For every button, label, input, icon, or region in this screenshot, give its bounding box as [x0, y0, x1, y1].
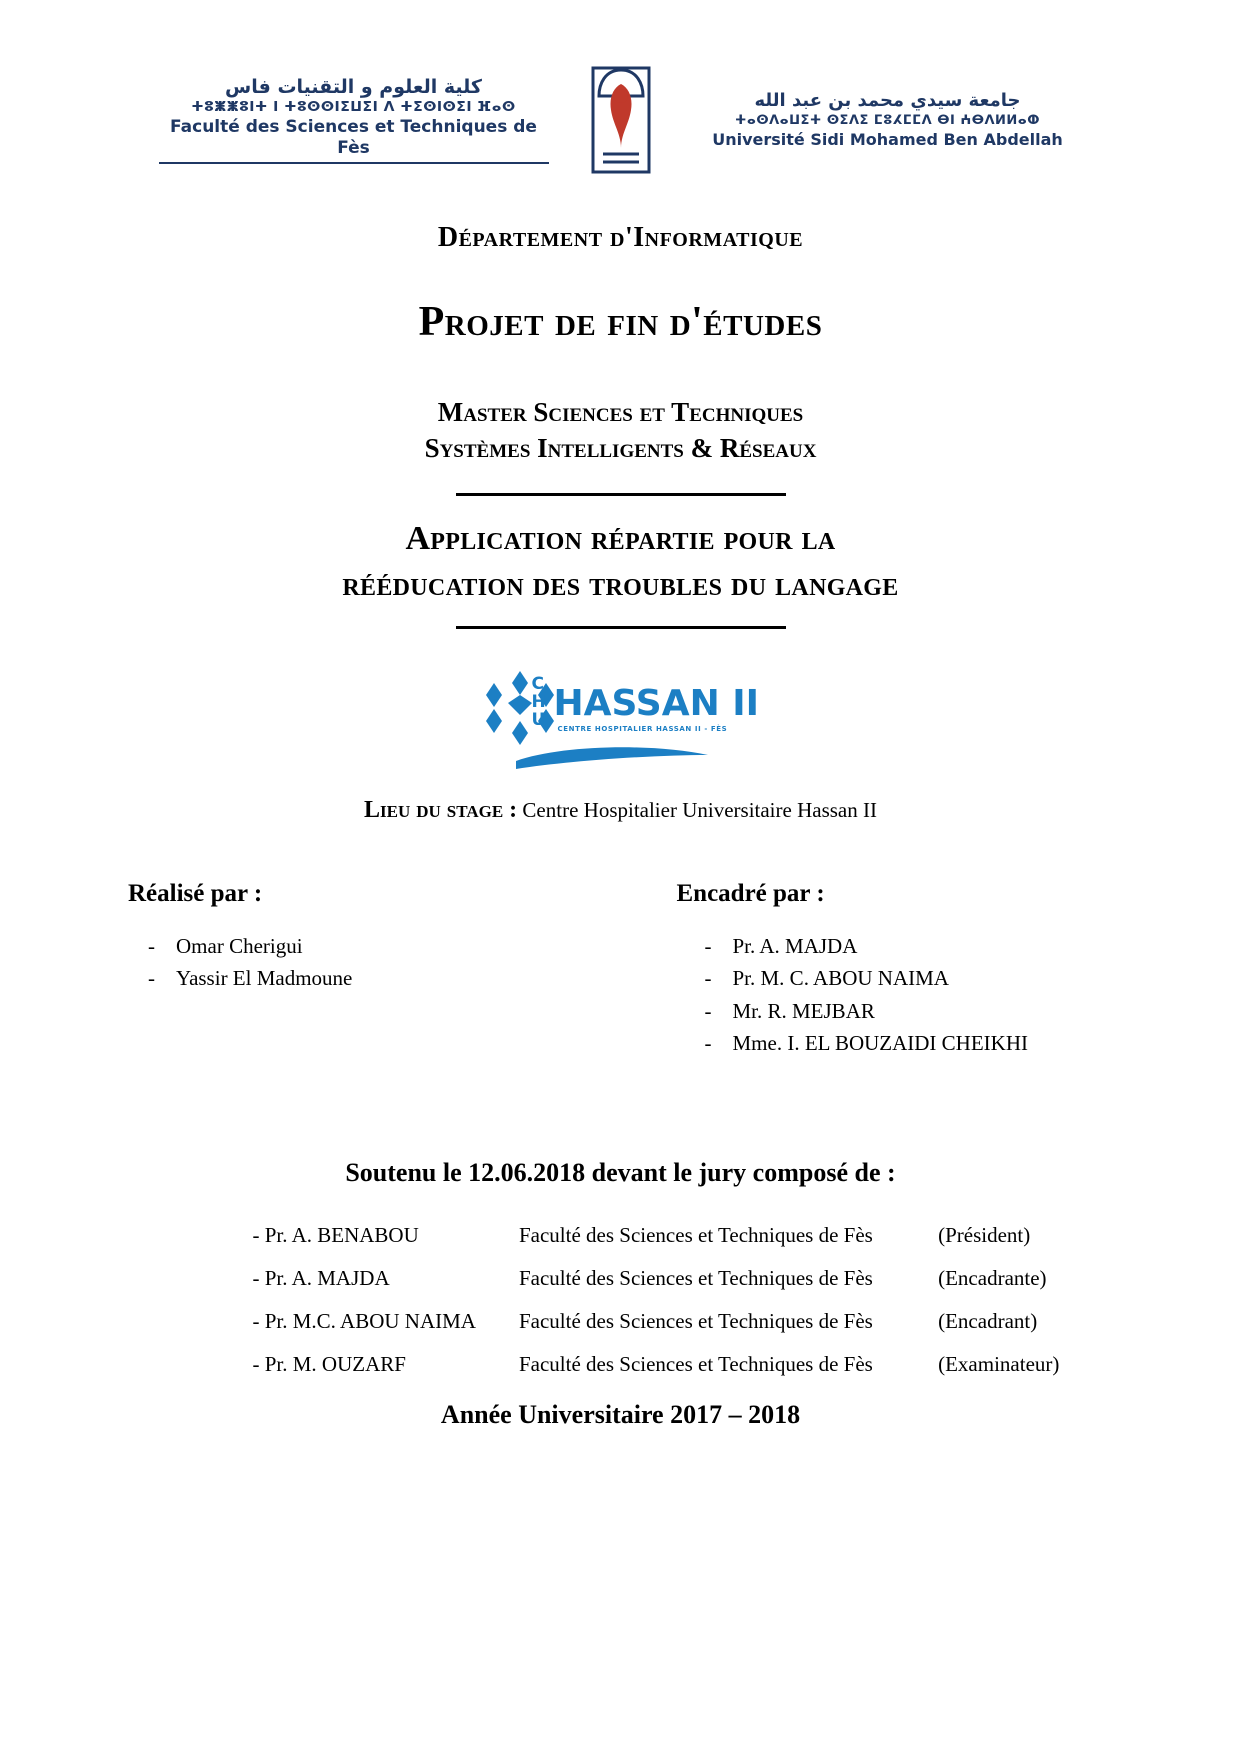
academic-year: Année Universitaire 2017 – 2018 — [440, 1399, 801, 1429]
supervisors-column — [621, 880, 1122, 1060]
university-logo-arabic: جامعة سيدي محمد بن عبد الله — [754, 90, 1021, 112]
jury-member-affiliation: Faculté des Sciences et Techniques de Fès — [518, 1351, 873, 1376]
faculty-logo-arabic: كلية العلوم و التقنيات فاس — [225, 75, 482, 98]
author-name: Omar Cherigui — [176, 933, 303, 958]
jury-member-name: - Pr. M.C. ABOU NAIMA — [252, 1308, 476, 1333]
program-line-2: Systèmes Intelligents & Réseaux — [424, 433, 817, 464]
jury-member-role: (Examinateur) — [938, 1351, 1060, 1376]
defense-title: Soutenu le 12.06.2018 devant le jury composé de : — [345, 1157, 896, 1187]
chu-wordmark: HASSAN II — [553, 682, 760, 724]
author-name: Yassir El Madmoune — [176, 966, 353, 991]
jury-table — [121, 1214, 1121, 1386]
list-item — [677, 1027, 1122, 1060]
authors-heading: Réalisé par : — [128, 879, 263, 907]
authors-list — [120, 930, 621, 995]
jury-member-affiliation: Faculté des Sciences et Techniques de Fès — [518, 1222, 873, 1247]
program-line-1: Master Sciences et Techniques — [437, 397, 804, 427]
project-subject — [0, 516, 1241, 608]
list-marker: - — [148, 966, 155, 991]
jury-member-name: - Pr. A. BENABOU — [252, 1222, 419, 1247]
supervisors-heading: Encadré par : — [676, 879, 825, 907]
university-logo — [693, 89, 1083, 150]
table-row — [121, 1214, 1121, 1257]
faculty-logo-tifinagh: ⵜⵓⵥⵥⵓⵏⵜ ⵏ ⵜⵓⵙⵙⵏⵉⵡⵉⵏ ⴷ ⵜⵉⵙⵏⵙⵉⵏ ⴼⴰⵙ — [191, 99, 516, 116]
list-item — [677, 962, 1122, 995]
jury-member-role: (Président) — [938, 1222, 1031, 1247]
supervisor-name: Mr. R. MEJBAR — [732, 998, 875, 1023]
chu-letters: C H U — [531, 673, 547, 731]
subject-line-1: Application répartie pour la — [405, 519, 836, 557]
list-marker: - — [704, 966, 712, 991]
department-title: Département d'Informatique — [437, 222, 804, 253]
faculty-logo-french: Faculté des Sciences et Techniques de Fès — [159, 117, 549, 165]
supervisor-name: Pr. M. C. ABOU NAIMA — [732, 966, 949, 991]
internship-line — [0, 797, 1241, 824]
chu-logo-wrapper — [0, 669, 1241, 779]
chu-hassan-logo — [476, 669, 766, 779]
internship-label: Lieu du stage : — [364, 796, 518, 823]
list-marker: - — [704, 998, 712, 1023]
program-title — [0, 394, 1241, 467]
jury-member-affiliation: Faculté des Sciences et Techniques de Fès — [518, 1308, 873, 1333]
divider-top — [456, 493, 786, 496]
university-logo-french: Université Sidi Mohamed Ben Abdellah — [712, 129, 1063, 149]
supervisor-name: Pr. A. MAJDA — [732, 933, 858, 958]
chu-subtitle: CENTRE HOSPITALIER HASSAN II - FÈS — [557, 724, 728, 733]
list-item — [120, 962, 621, 995]
project-type-title: Projet de fin d'études — [418, 299, 823, 345]
table-row — [121, 1300, 1121, 1343]
list-marker: - — [148, 933, 155, 958]
internship-value: Centre Hospitalier Universitaire Hassan II — [522, 797, 877, 822]
divider-bottom — [456, 626, 786, 629]
people-section — [0, 880, 1241, 1060]
list-marker: - — [704, 1031, 712, 1056]
supervisor-name: Mme. I. EL BOUZAIDI CHEIKHI — [732, 1031, 1028, 1056]
university-logo-tifinagh: ⵜⴰⵙⴷⴰⵡⵉⵜ ⵙⵉⴷⵉ ⵎⵓⵃⵎⵎⴷ ⴱⵏ ⵄⴱⴷⵍⵍⴰⵀ — [734, 112, 1041, 128]
jury-member-role: (Encadrante) — [938, 1265, 1047, 1290]
faculty-logo — [159, 76, 549, 165]
table-row — [121, 1257, 1121, 1300]
subject-line-2: rééducation des troubles du langage — [342, 565, 899, 603]
university-crest-icon — [573, 62, 669, 178]
supervisors-list — [677, 930, 1122, 1060]
authors-column — [120, 880, 621, 1060]
page-header — [0, 0, 1241, 178]
jury-member-name: - Pr. A. MAJDA — [252, 1265, 390, 1290]
list-item — [677, 995, 1122, 1028]
list-item — [677, 930, 1122, 963]
jury-member-name: - Pr. M. OUZARF — [252, 1351, 406, 1376]
jury-member-affiliation: Faculté des Sciences et Techniques de Fès — [518, 1265, 873, 1290]
table-row — [121, 1343, 1121, 1386]
jury-member-role: (Encadrant) — [938, 1308, 1038, 1333]
list-item — [120, 930, 621, 963]
list-marker: - — [704, 933, 712, 958]
